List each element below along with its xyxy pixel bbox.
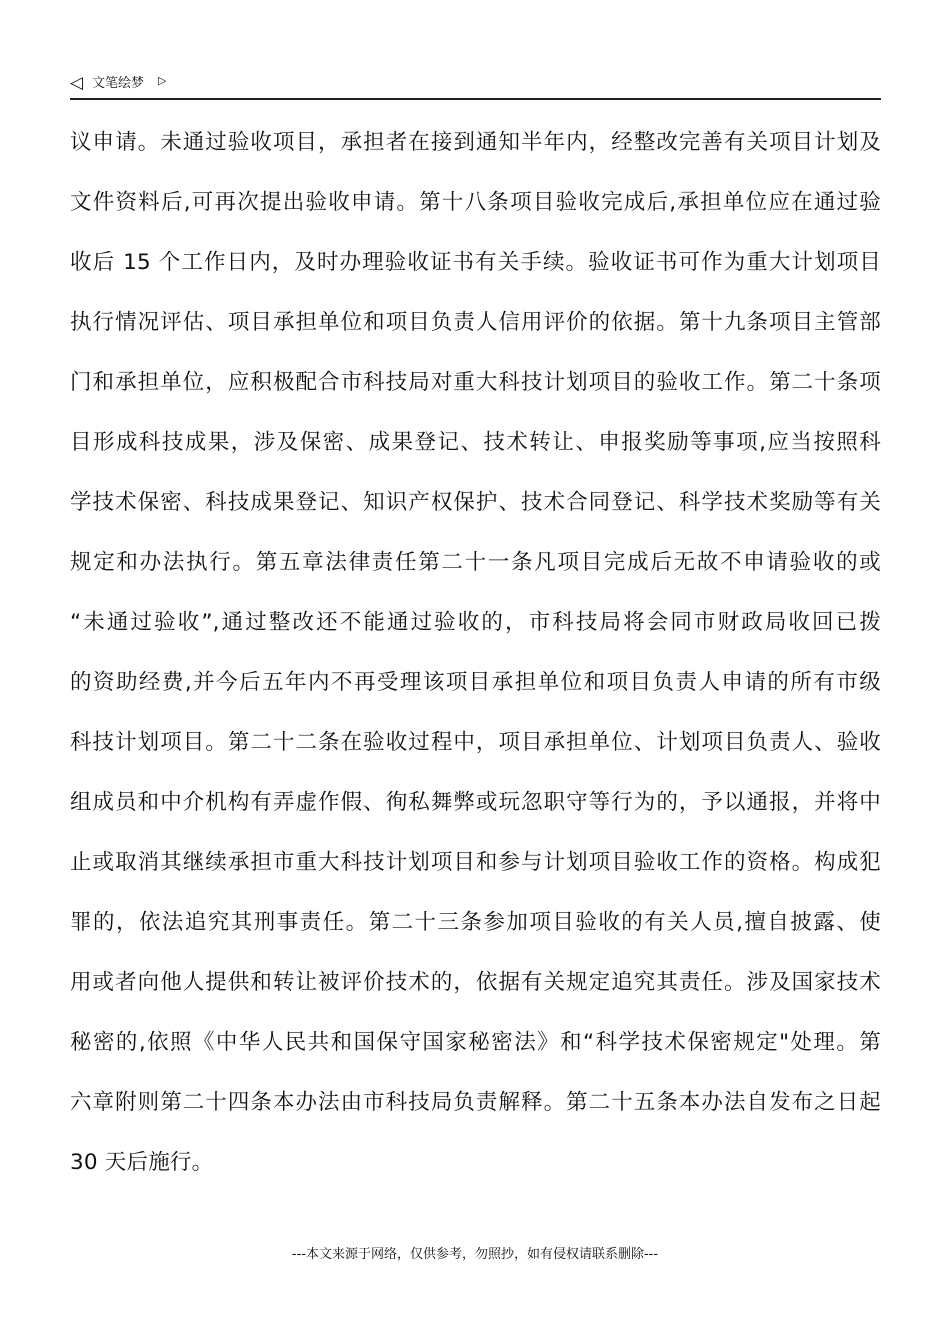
- body-line: 六章附则第二十四条本办法由市科技局负责解释。第二十五条本办法自发布之日起: [70, 1090, 881, 1115]
- body-line: “未通过验收”,通过整改还不能通过验收的，市科技局将会同市财政局收回已拨: [70, 610, 881, 635]
- left-triangle-icon: ◁: [70, 73, 84, 93]
- body-line: 止或取消其继续承担市重大科技计划项目和参与计划项目验收工作的资格。构成犯: [70, 850, 881, 875]
- body-line: 门和承担单位，应积极配合市科技局对重大科技计划项目的验收工作。第二十条项: [70, 370, 881, 395]
- body-line: 组成员和中介机构有弄虚作假、徇私舞弊或玩忽职守等行为的，予以通报，并将中: [70, 790, 881, 815]
- page-header: [70, 72, 881, 100]
- footer-disclaimer: ---本文来源于网络，仅供参考，勿照抄，如有侵权请联系删除---: [291, 1247, 659, 1262]
- body-line: 科技计划项目。第二十二条在验收过程中，项目承担单位、计划项目负责人、验收: [70, 730, 881, 755]
- body-line: 的资助经费,并今后五年内不再受理该项目承担单位和项目负责人申请的所有市级: [70, 670, 881, 695]
- body-line: 收后 15 个工作日内，及时办理验收证书有关手续。验收证书可作为重大计划项目: [70, 250, 881, 275]
- body-line: 目形成科技成果，涉及保密、成果登记、技术转让、申报奖励等事项,应当按照科: [70, 430, 881, 455]
- body-line: 用或者向他人提供和转让被评价技术的，依据有关规定追究其责任。涉及国家技术: [70, 970, 881, 995]
- body-line: 议申请。未通过验收项目，承担者在接到通知半年内，经整改完善有关项目计划及: [70, 130, 881, 155]
- body-line: 学技术保密、科技成果登记、知识产权保护、技术合同登记、科学技术奖励等有关: [70, 490, 881, 515]
- body-line: 规定和办法执行。第五章法律责任第二十一条凡项目完成后无故不申请验收的或: [70, 550, 881, 575]
- body-line: 秘密的,依照《中华人民共和国保守国家秘密法》和“科学技术保密规定"处理。第: [70, 1030, 881, 1055]
- right-triangle-icon: ▷: [158, 74, 167, 87]
- header-title: 文笔绘梦: [92, 76, 145, 91]
- body-line: 文件资料后,可再次提出验收申请。第十八条项目验收完成后,承担单位应在通过验: [70, 190, 881, 215]
- document-body: [70, 125, 881, 1205]
- body-line: 执行情况评估、项目承担单位和项目负责人信用评价的依据。第十九条项目主管部: [70, 310, 881, 335]
- body-line: 罪的，依法追究其刑事责任。第二十三条参加项目验收的有关人员,擅自披露、使: [70, 910, 881, 935]
- body-line-last: 30 天后施行。: [70, 1150, 214, 1175]
